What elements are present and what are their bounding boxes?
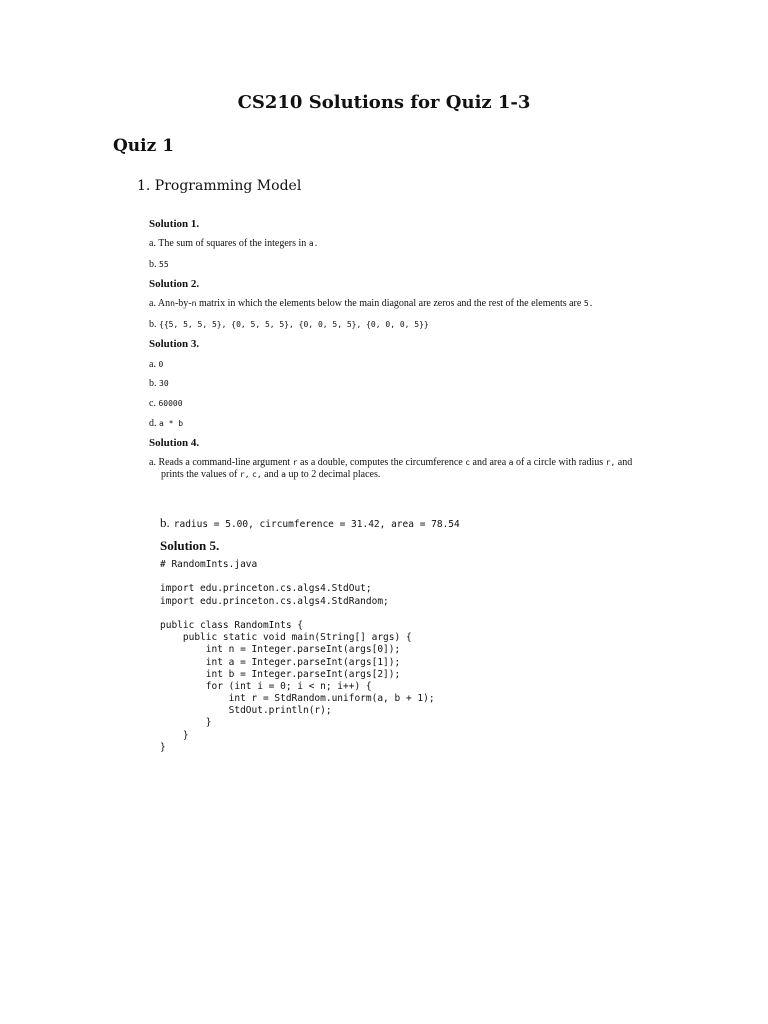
item-text: of a circle with radius — [515, 457, 604, 468]
item-variable: c, — [252, 470, 262, 479]
item-value: a * b — [159, 419, 184, 428]
code-line: for (int i = 0; i < n; i++) { — [160, 680, 372, 692]
solution-5-title: Solution 5. — [160, 538, 220, 553]
item-variable: a — [281, 470, 286, 479]
code-line: int r = StdRandom.uniform(a, b + 1); — [160, 693, 435, 705]
item-value: 30 — [159, 379, 169, 388]
item-variable: r, — [605, 458, 616, 467]
item-prefix: b. — [149, 378, 157, 389]
item-variable: a. — [308, 239, 319, 248]
item-variable: r, — [239, 470, 250, 479]
solution-1-title: Solution 1. — [149, 218, 200, 230]
item-prefix: b. — [149, 319, 157, 330]
code-line: int a = Integer.parseInt(args[1]); — [160, 656, 401, 668]
item-text: up to 2 decimal places. — [288, 469, 381, 480]
code-line: # RandomInts.java — [160, 559, 258, 570]
solution-4-title: Solution 4. — [149, 437, 200, 449]
solution-4-b — [160, 514, 460, 532]
item-text: matrix in which the elements below the main diagonal are zeros and the rest of the elements are — [198, 298, 582, 309]
code-line — [160, 608, 435, 620]
section-heading: 1. Programming Model — [137, 178, 302, 194]
quiz-heading: Quiz 1 — [113, 136, 175, 156]
document-title: CS210 Solutions for Quiz 1-3 — [237, 92, 531, 113]
code-line: public class RandomInts { — [160, 619, 303, 631]
item-variable: a — [508, 458, 514, 467]
code-line: } — [160, 729, 189, 741]
item-variable: 5. — [583, 299, 594, 308]
solution-2-title: Solution 2. — [149, 278, 200, 290]
item-continuation — [149, 469, 689, 481]
item-output: radius = 5.00, circumference = 31.42, area = 78.54 — [173, 519, 460, 530]
item-value: {{5, 5, 5, 5}, {0, 5, 5, 5}, {0, 0, 5, 5}, {0, 0, 0, 5}} — [159, 320, 429, 329]
item-text: and area — [472, 457, 507, 468]
item-text: and — [617, 457, 633, 468]
item-text: prints the values of — [161, 469, 238, 480]
solution-1-b — [149, 259, 169, 270]
item-variable: c — [465, 458, 471, 467]
item-prefix: a. — [149, 238, 156, 249]
code-line: import edu.princeton.cs.algs4.StdOut; — [160, 583, 372, 595]
item-text: The sum of squares of the integers in — [158, 238, 307, 249]
item-text: as a double, computes the circumference — [300, 457, 463, 468]
item-prefix: b. — [149, 259, 157, 270]
solution-2-a — [149, 298, 593, 309]
solution-2-b — [149, 319, 429, 330]
solution-4-a — [149, 457, 689, 481]
item-text: An — [157, 298, 171, 309]
code-line — [160, 571, 435, 583]
code-block — [160, 559, 435, 754]
item-prefix: d. — [149, 418, 157, 429]
solution-3-d — [149, 418, 183, 429]
item-prefix: a. — [149, 359, 156, 370]
solution-3-c — [149, 398, 183, 409]
item-value: 0 — [158, 360, 164, 369]
item-text: and — [264, 469, 279, 480]
item-text: Reads a command-line argument — [158, 457, 291, 468]
item-text: -by- — [174, 298, 192, 309]
item-value: 55 — [159, 260, 169, 269]
item-value: 60000 — [158, 399, 183, 408]
code-line: StdOut.println(r); — [160, 705, 332, 717]
item-variable: n — [191, 299, 197, 308]
solution-3-title: Solution 3. — [149, 338, 200, 350]
item-prefix: a. — [149, 457, 156, 468]
code-line: import edu.princeton.cs.algs4.StdRandom; — [160, 595, 389, 607]
item-prefix: b. — [160, 515, 170, 530]
item-prefix: c. — [149, 398, 156, 409]
solution-1-a — [149, 238, 318, 249]
code-line: int n = Integer.parseInt(args[0]); — [160, 644, 401, 656]
code-line: } — [160, 741, 166, 753]
solution-3-b — [149, 378, 169, 389]
item-variable: r — [292, 458, 298, 467]
code-line: public static void main(String[] args) { — [160, 632, 412, 644]
code-line: } — [160, 717, 212, 729]
item-variable: n — [170, 299, 175, 308]
item-prefix: a. — [149, 298, 156, 309]
code-line: int b = Integer.parseInt(args[2]); — [160, 668, 401, 680]
solution-3-a — [149, 359, 163, 370]
